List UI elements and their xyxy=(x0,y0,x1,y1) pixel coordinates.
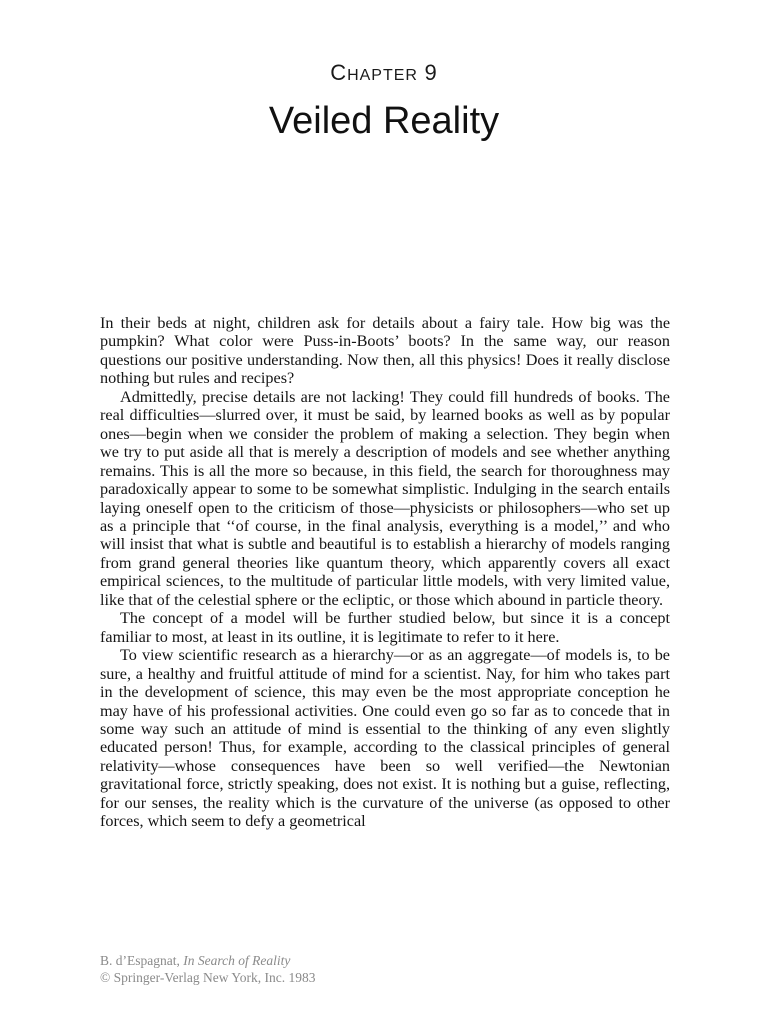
copyright-footer xyxy=(100,952,315,986)
chapter-title: Veiled Reality xyxy=(268,100,500,142)
paragraph-3: The concept of a model will be further studied below, but since it is a concept familiar to most, at least in its outline, it is legitimate to refer to it here. xyxy=(100,609,670,646)
body-text xyxy=(100,314,670,831)
paragraph-2: Admittedly, precise details are not lacking! They could fill hundreds of books. The real difficulties—slurred over, it must be said, by learned books as well as by popular ones—begin when we consider the problem of making a selection. They begin when we try to put aside all that is merely a description of models and see whether anything remains. This is all the more so because, in this field, the search for thoroughness may paradoxically appear to some to be somewhat simplistic. Indulging in the search entails laying oneself open to the criticism of those—physicists or philosophers—who set up as a principle that ‘‘of course, in the final analysis, everything is a model,’’ and who will insist that what is subtle and beautiful is to establish a hierarchy of models ranging from grand general theories like quantum theory, which apparently covers all exact empirical sciences, to the multitude of particular little models, with very limited value, like that of the celestial sphere or the ecliptic, or those which abound in particle theory. xyxy=(100,387,670,609)
citation-line xyxy=(100,952,315,969)
paragraph-4: To view scientific research as a hierarchy—or as an aggregate—of models is, to be sure, a healthy and fruitful attitude of mind for a scientist. Nay, for him who takes part in the development of science, this may even be the most appropriate conception he may have of his professional activities. One could even go so far as to concede that in some way such an attitude of mind is essential to the thinking of any even slightly educated person! Thus, for example, according to the classical principles of general relativity—whose consequences have been so well verified—the Newtonian gravitational force, strictly speaking, does not exist. It is nothing but a guise, reflecting, for our senses, the reality which is the curvature of the universe (as opposed to other forces, which seem to defy a geometrical xyxy=(100,646,670,831)
chapter-number: 9 xyxy=(424,60,438,85)
chapter-label-rest: HAPTER xyxy=(347,67,418,84)
citation-book-title: In Search of Reality xyxy=(183,953,291,968)
copyright-line: © Springer-Verlag New York, Inc. 1983 xyxy=(100,970,316,985)
paragraph-1: In their beds at night, children ask for details about a fairy tale. How big was the pumpkin? What color were Puss-in-Boots’ boots? In the same way, our reason questions our positive understanding. Now then, all this physics! Does it really disclose nothing but rules and recipes? xyxy=(100,314,670,388)
chapter-label xyxy=(0,60,768,86)
citation-author: B. d’Espagnat, xyxy=(100,953,180,968)
chapter-label-initial: C xyxy=(330,60,348,85)
